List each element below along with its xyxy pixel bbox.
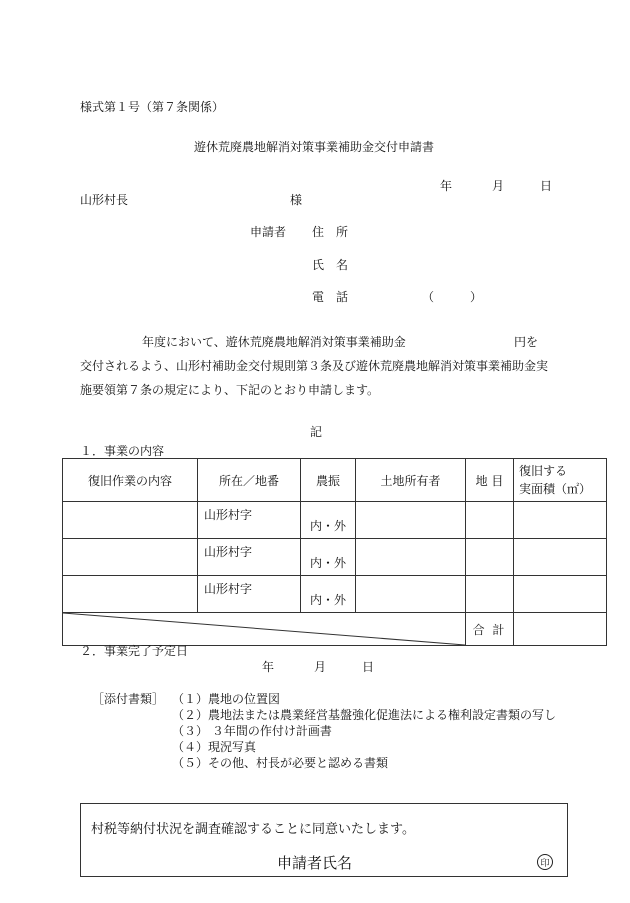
noshin-cell: 内・外 [301,502,356,539]
attachment-item: （１）農地の位置図 [172,692,281,706]
area-cell[interactable] [514,576,607,613]
header-work-content: 復旧作業の内容 [63,459,198,502]
total-label: 合 計 [466,613,514,646]
works-table [62,458,607,646]
ki-marker: 記 [310,425,323,439]
header-area-line2: 実面積（㎡） [519,482,592,496]
table-header-row [63,459,607,502]
body-line3: 施要領第７条の規定により、下記のとおり申請します。 [80,383,380,397]
applicant-label: 申請者 [250,225,287,239]
phone-label: 電 話 [312,290,349,304]
land-category-cell[interactable] [466,576,514,613]
location-cell: 山形村字 [198,576,301,613]
consent-box [80,803,568,877]
section1-heading: １．事業の内容 [80,444,165,458]
land-category-cell[interactable] [466,539,514,576]
date-month: 月 [492,179,505,193]
header-area-line1: 復旧する [519,464,568,478]
completion-month: 月 [314,660,327,674]
phone-parens: （ ） [422,290,483,304]
page-title: 遊休荒廃農地解消対策事業補助金交付申請書 [194,140,435,154]
total-blank-cell [63,613,466,646]
attachment-item: （５）その他、村長が必要と認める書類 [172,756,389,770]
seal-mark: 印 [537,854,553,870]
table-row [63,576,607,613]
work-content-cell[interactable] [63,502,198,539]
header-location: 所在／地番 [198,459,301,502]
owner-cell[interactable] [356,539,466,576]
body-line2: 交付されるよう、山形村補助金交付規則第３条及び遊休荒廃農地解消対策事業補助金実 [80,359,549,373]
attachments-label: ［添付書類］ [92,692,165,706]
total-row [63,613,607,646]
owner-cell[interactable] [356,576,466,613]
land-category-cell[interactable] [466,502,514,539]
diagonal-line [63,613,465,645]
addressee-name: 山形村長 [80,193,129,207]
header-area [514,459,607,502]
address-label: 住 所 [312,225,349,239]
attachment-item: （３） ３年間の作付け計画書 [172,724,332,738]
signature-label: 申請者氏名 [277,854,353,872]
attachment-item: （４）現況写真 [172,740,257,754]
addressee-honorific: 様 [290,193,303,207]
noshin-cell: 内・外 [301,576,356,613]
date-year: 年 [440,179,453,193]
work-content-cell[interactable] [63,539,198,576]
form-number: 様式第１号（第７条関係） [80,100,225,114]
attachment-item: （２）農地法または農業経営基盤強化促進法による権利設定書類の写し [172,708,557,722]
area-cell[interactable] [514,539,607,576]
area-cell[interactable] [514,502,607,539]
consent-text: 村税等納付状況を調査確認することに同意いたします。 [91,822,415,837]
owner-cell[interactable] [356,502,466,539]
section2-heading: ２．事業完了予定日 [80,644,189,658]
location-cell: 山形村字 [198,539,301,576]
noshin-cell: 内・外 [301,539,356,576]
table-row [63,502,607,539]
body-line1-suffix: 円を [514,335,539,349]
completion-day: 日 [362,660,375,674]
location-cell: 山形村字 [198,502,301,539]
total-area-cell[interactable] [514,613,607,646]
table-row [63,539,607,576]
date-day: 日 [540,179,553,193]
header-owner: 土地所有者 [356,459,466,502]
body-line1-prefix: 年度において、遊休荒廃農地解消対策事業補助金 [142,335,406,349]
completion-year: 年 [262,660,275,674]
header-noshin: 農振 [301,459,356,502]
name-label: 氏 名 [312,258,349,272]
work-content-cell[interactable] [63,576,198,613]
header-land-category: 地 目 [466,459,514,502]
